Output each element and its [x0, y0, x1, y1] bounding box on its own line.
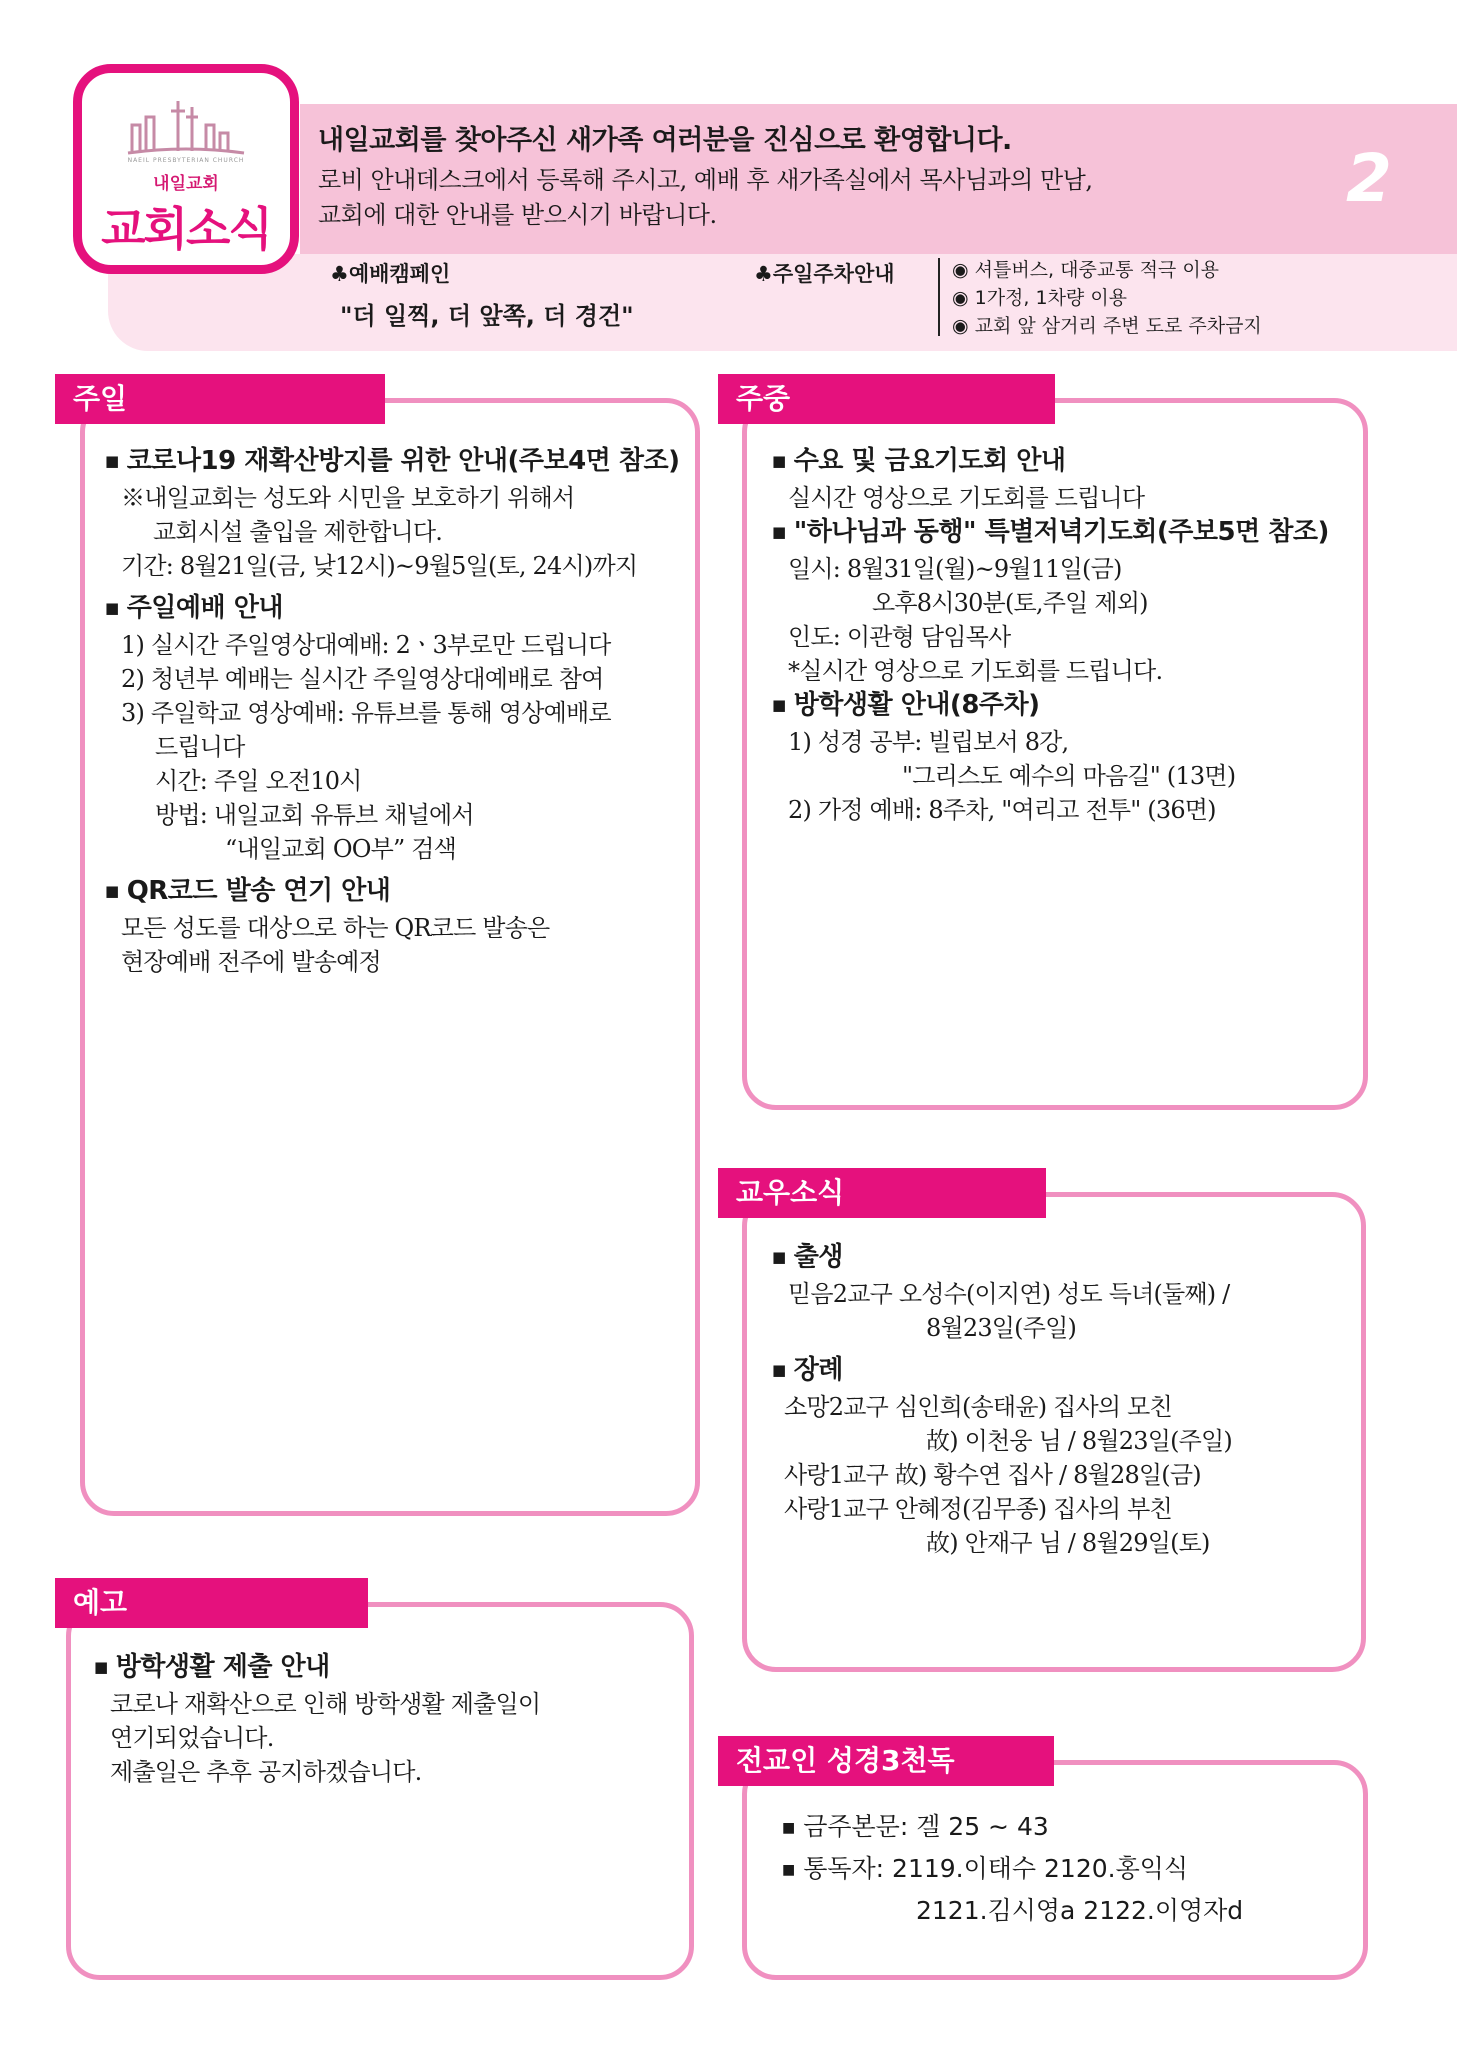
sunday-line: 드립니다	[155, 733, 245, 761]
parking-item: ◉ 셔틀버스, 대중교통 적극 이용	[952, 259, 1220, 281]
sunday-line: 교회시설 출입을 제한합니다.	[153, 518, 443, 546]
sunday-line: 2) 청년부 예배는 실시간 주일영상대예배로 참여	[121, 665, 604, 693]
news-line: 믿음2교구 오성수(이지연) 성도 득녀(둘째) /	[788, 1280, 1230, 1308]
news-heading-birth: ■ 출생	[772, 1240, 1232, 1277]
sunday-line: 모든 성도를 대상으로 하는 QR코드 발송은	[121, 914, 550, 942]
church-logo	[73, 64, 299, 274]
page-number: 2	[1346, 140, 1392, 217]
weekday-line: "그리스도 예수의 마음길" (13면)	[902, 762, 1236, 790]
news-line: 소망2교구 심인희(송태윤) 집사의 모친	[784, 1393, 1172, 1421]
sunday-heading-covid: ■ 코로나19 재확산방지를 위한 안내(주보4면 참조)	[105, 444, 680, 481]
news-line: 8월23일(주일)	[926, 1314, 1077, 1342]
welcome-line-2: 로비 안내데스크에서 등록해 주시고, 예배 후 새가족실에서 목사님과의 만남,	[318, 166, 1093, 194]
sunday-heading-qr: ■ QR코드 발송 연기 안내	[105, 874, 680, 911]
weekday-line: 일시: 8월31일(월)~9월11일(금)	[788, 555, 1122, 583]
weekday-line: 인도: 이관형 담임목사	[788, 623, 1011, 651]
weekday-line: 오후8시30분(토,주일 제외)	[872, 589, 1148, 617]
church-skyline-icon	[126, 95, 246, 155]
logo-church-name: 내일교회	[153, 174, 219, 194]
bible-line: ■ 금주본문: 겔 25 ∼ 43	[782, 1808, 1243, 1850]
welcome-line-1: 내일교회를 찾아주신 새가족 여러분을 진심으로 환영합니다.	[318, 125, 1012, 156]
weekday-heading-special: ■ "하나님과 동행" 특별저녁기도회(주보5면 참조)	[772, 515, 1329, 552]
section-title: 교회소식	[101, 202, 271, 256]
weekday-heading-vacation: ■ 방학생활 안내(8주차)	[772, 688, 1329, 725]
parking-item: ◉ 교회 앞 삼거리 주변 도로 주차금지	[952, 315, 1262, 337]
campaign-text: "더 일찍, 더 앞쪽, 더 경건"	[340, 302, 634, 330]
news-tab: 교우소식	[718, 1168, 1046, 1218]
campaign-title: ♣예배캠페인	[330, 262, 451, 286]
sunday-line: 1) 실시간 주일영상대예배: 2ㆍ3부로만 드립니다	[121, 631, 611, 659]
news-heading-funeral: ■ 장례	[772, 1353, 1232, 1390]
parking-list	[952, 256, 1262, 340]
bible-line: 2121.김시영a 2122.이영자d	[916, 1896, 1244, 1925]
bible-line: ■ 통독자: 2119.이태수 2120.홍익식	[782, 1850, 1243, 1892]
sunday-line: ※내일교회는 성도와 시민을 보호하기 위해서	[121, 484, 575, 512]
news-line: 故) 이천웅 님 / 8월23일(주일)	[926, 1427, 1232, 1455]
weekday-body	[772, 444, 1329, 827]
weekday-line: 1) 성경 공부: 빌립보서 8강,	[788, 728, 1069, 756]
notice-line: 연기되었습니다.	[110, 1724, 274, 1752]
notice-heading: ■ 방학생활 제출 안내	[94, 1650, 540, 1687]
notice-line: 제출일은 추후 공지하겠습니다.	[110, 1758, 422, 1786]
sunday-line: 시간: 주일 오전10시	[155, 767, 362, 795]
welcome-line-3: 교회에 대한 안내를 받으시기 바랍니다.	[318, 201, 717, 229]
sunday-body	[105, 444, 680, 979]
sunday-line: 현장예배 전주에 발송예정	[121, 948, 381, 976]
weekday-tab: 주중	[718, 374, 1055, 424]
weekday-line: *실시간 영상으로 기도회를 드립니다.	[788, 657, 1163, 685]
sunday-tab: 주일	[55, 374, 385, 424]
parking-item: ◉ 1가정, 1차량 이용	[952, 287, 1128, 309]
notice-body	[94, 1650, 540, 1789]
notice-line: 코로나 재확산으로 인해 방학생활 제출일이	[110, 1690, 541, 1718]
sunday-line: “내일교회 OO부” 검색	[225, 835, 457, 863]
weekday-heading-prayer: ■ 수요 및 금요기도회 안내	[772, 444, 1329, 481]
bible-body	[782, 1808, 1243, 1930]
weekday-line: 2) 가정 예배: 8주차, "여리고 전투" (36면)	[788, 796, 1216, 824]
parking-title: ♣주일주차안내	[754, 262, 895, 286]
parking-divider	[938, 258, 940, 336]
news-line: 故) 안재구 님 / 8월29일(토)	[926, 1529, 1210, 1557]
sunday-line: 3) 주일학교 영상예배: 유튜브를 통해 영상예배로	[121, 699, 611, 727]
news-line: 사랑1교구 故) 황수연 집사 / 8월28일(금)	[784, 1461, 1201, 1489]
logo-subtitle: NAEIL PRESBYTERIAN CHURCH	[127, 157, 245, 164]
news-body	[772, 1240, 1232, 1560]
sunday-line: 방법: 내일교회 유튜브 채널에서	[155, 801, 474, 829]
news-line: 사랑1교구 안혜정(김무종) 집사의 부친	[784, 1495, 1172, 1523]
notice-tab: 예고	[55, 1578, 368, 1628]
bible-tab: 전교인 성경3천독	[718, 1736, 1054, 1786]
weekday-line: 실시간 영상으로 기도회를 드립니다	[788, 484, 1145, 512]
sunday-heading-worship: ■ 주일예배 안내	[105, 591, 680, 628]
sunday-line: 기간: 8월21일(금, 낮12시)~9월5일(토, 24시)까지	[121, 552, 638, 580]
